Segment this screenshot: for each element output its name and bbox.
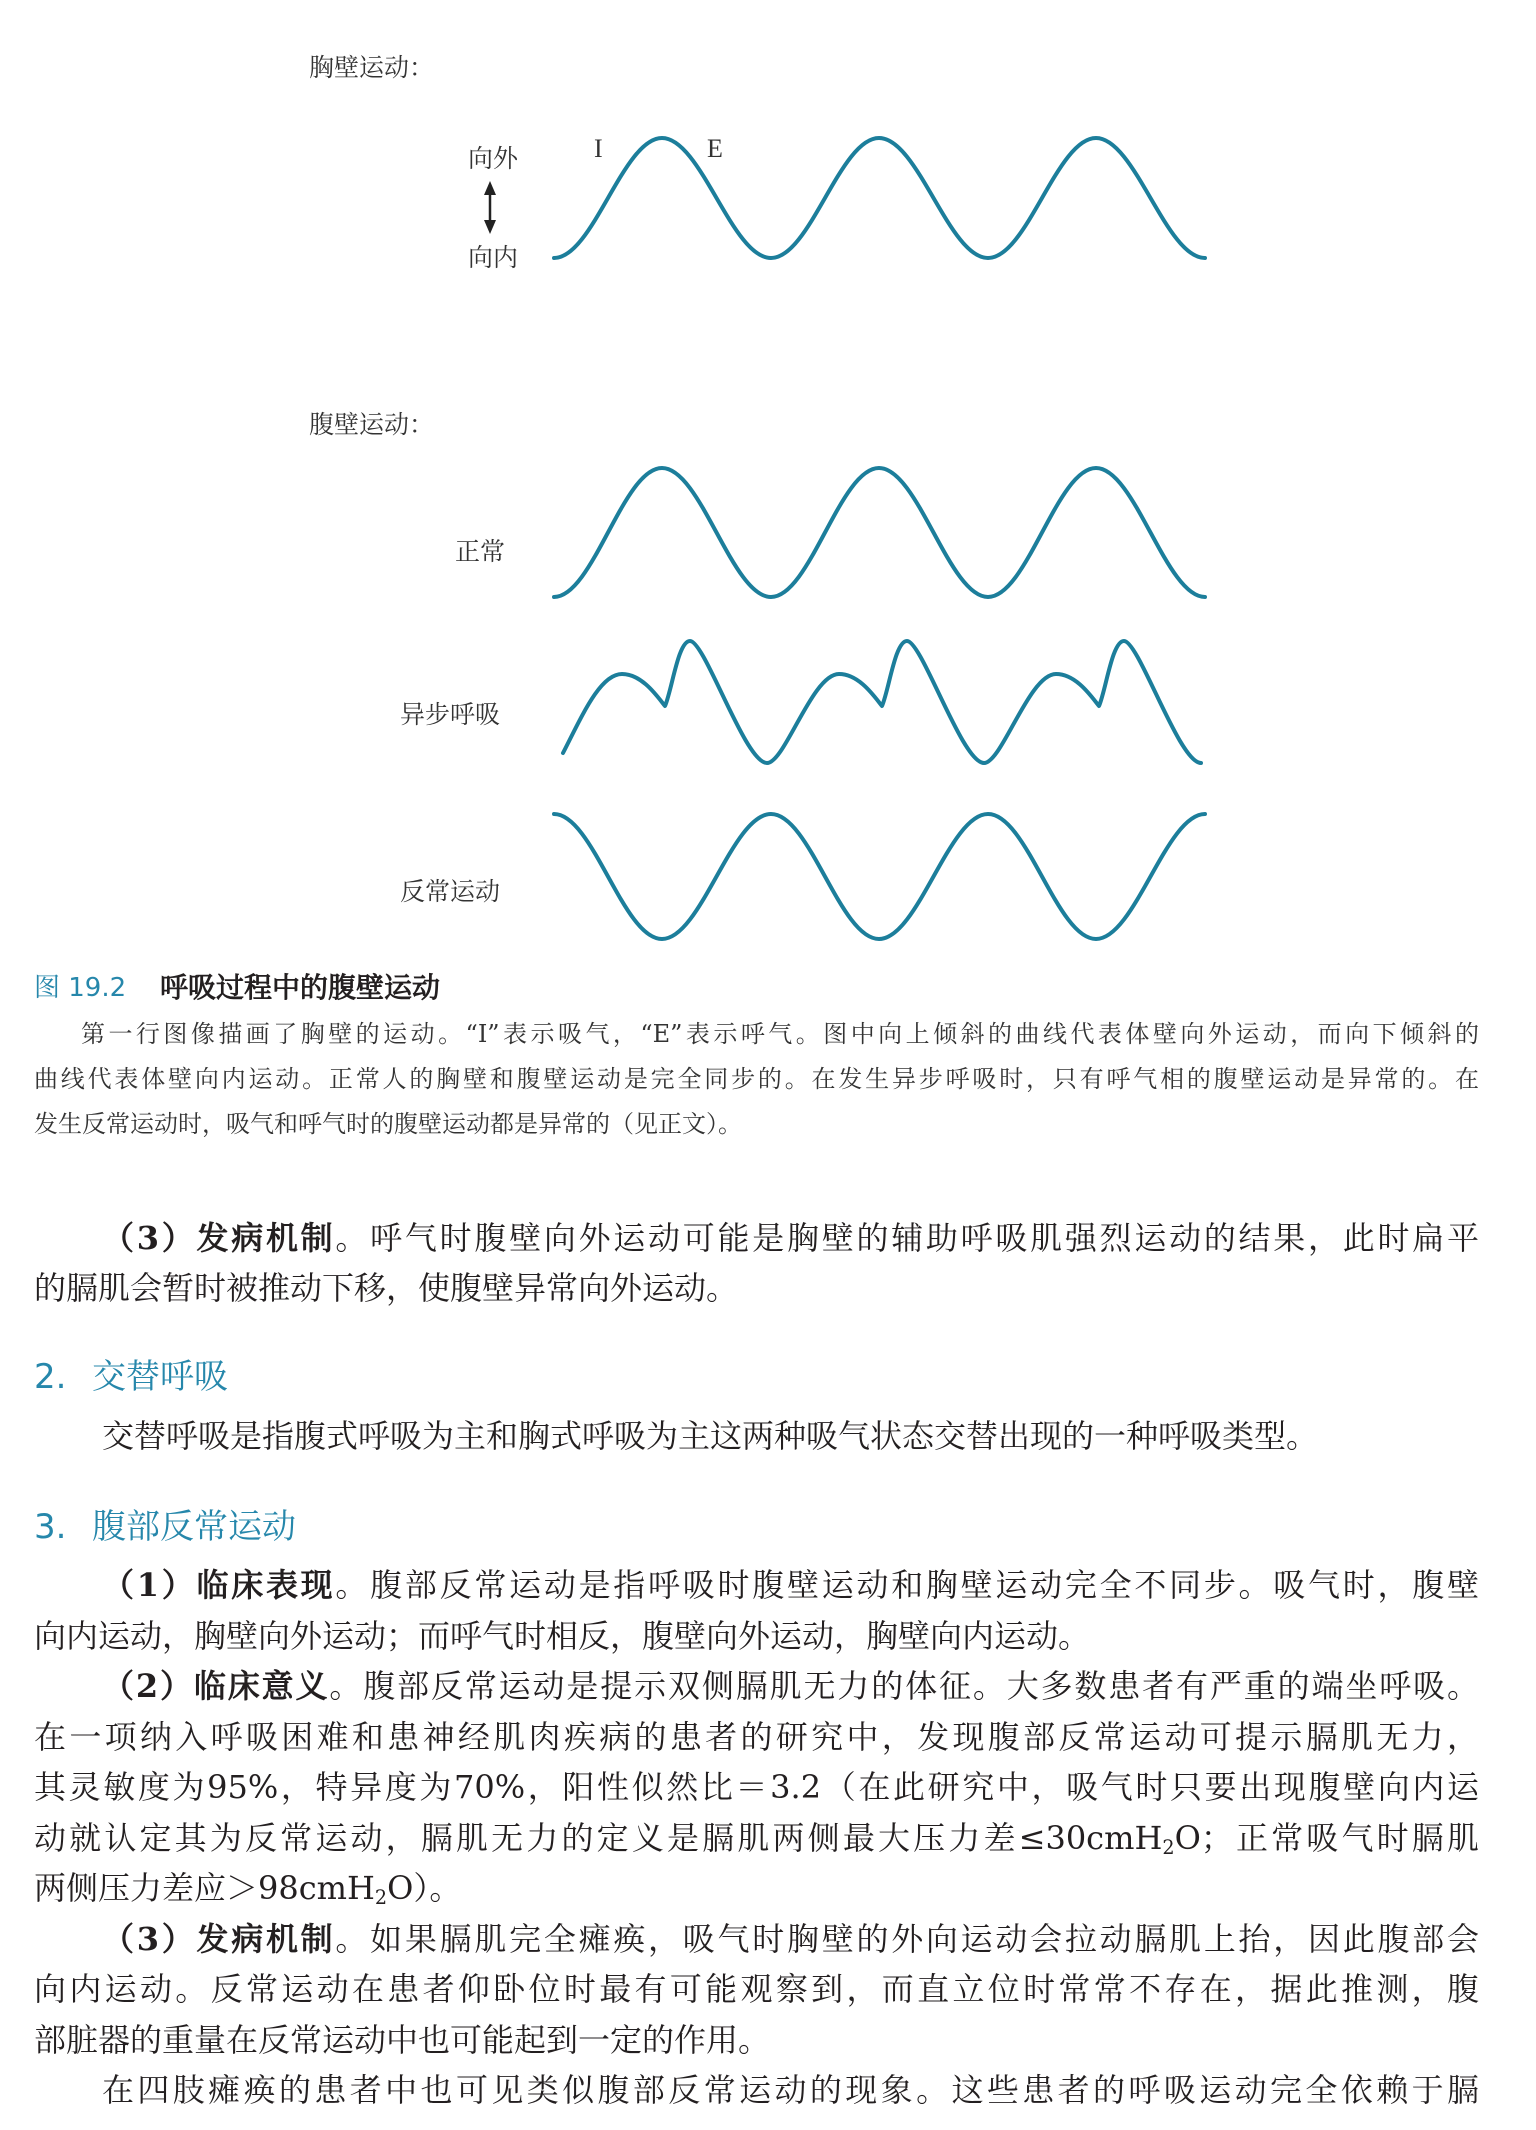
text-segment: O；正常吸气时膈肌 bbox=[1174, 1818, 1479, 1857]
text-line bbox=[34, 1661, 1479, 1712]
text-line: 的膈肌会暂时被推动下移，使腹壁异常向外运动。 bbox=[34, 1269, 739, 1307]
subheading-lead: （3）发病机制 bbox=[102, 1219, 336, 1257]
text-line bbox=[34, 1863, 1479, 1914]
text-segment: 。腹部反常运动是指呼吸时腹壁运动和胸壁运动完全不同步。吸气时，腹壁 bbox=[335, 1566, 1479, 1604]
asynchronous-trace-label: 异步呼吸 bbox=[400, 700, 501, 729]
subheading-lead: （2）临床意义 bbox=[102, 1667, 330, 1705]
text-line: 交替呼吸是指腹式呼吸为主和胸式呼吸为主这两种吸气状态交替出现的一种呼吸类型。 bbox=[102, 1417, 1319, 1455]
text-line bbox=[34, 1560, 1479, 1611]
text-line bbox=[34, 1813, 1479, 1864]
text-line bbox=[34, 1914, 1479, 1965]
subscript: 2 bbox=[1162, 1835, 1175, 1859]
abdominal-wall-label: 腹壁运动： bbox=[309, 410, 435, 439]
section-abdominal-paradox-text bbox=[34, 1560, 1479, 2116]
text-line bbox=[34, 1213, 1479, 1263]
text-line: 第一行图像描画了胸壁的运动。“I”表示吸气，“E”表示呼气。图中向上倾斜的曲线代表体壁向外运动，而向下倾斜的 bbox=[81, 1020, 1479, 1048]
abdomen-paradoxical-trace bbox=[554, 814, 1205, 939]
text-segment: 两侧压力差应＞98cmH bbox=[34, 1869, 375, 1907]
section-title: 腹部反常运动 bbox=[92, 1507, 296, 1547]
outward-label: 向外 bbox=[468, 144, 519, 173]
paragraph-pathogenesis-breathing bbox=[34, 1213, 1479, 1313]
text-segment: 。如果膈肌完全瘫痪，吸气时胸壁的外向运动会拉动膈肌上抬，因此腹部会 bbox=[335, 1919, 1479, 1958]
section-number: 2. bbox=[34, 1357, 67, 1397]
figure-caption-heading bbox=[34, 971, 1479, 1005]
text-segment: O）。 bbox=[387, 1869, 462, 1907]
text-line: 在一项纳入呼吸困难和患神经肌肉疾病的患者的研究中，发现腹部反常运动可提示膈肌无力， bbox=[34, 1717, 1479, 1756]
text-line: 部脏器的重量在反常运动中也可能起到一定的作用。 bbox=[34, 2020, 771, 2059]
chest-wall-trace bbox=[554, 138, 1205, 258]
paradoxical-trace-label: 反常运动 bbox=[400, 877, 501, 906]
up-down-arrow-icon bbox=[484, 181, 496, 234]
subscript: 2 bbox=[374, 1885, 388, 1909]
text-line: 向内运动。反常运动在患者仰卧位时最有可能观察到，而直立位时常常不存在，据此推测，腹 bbox=[34, 1970, 1479, 2008]
expiration-marker: E bbox=[707, 134, 723, 163]
figure-title: 呼吸过程中的腹壁运动 bbox=[160, 971, 441, 1004]
figure-abdominal-wall-motion bbox=[0, 0, 1536, 960]
abdomen-asynchronous-trace bbox=[563, 641, 1201, 763]
text-line: 在四肢瘫痪的患者中也可见类似腹部反常运动的现象。这些患者的呼吸运动完全依赖于膈 bbox=[102, 2071, 1479, 2109]
text-line: 其灵敏度为95%，特异度为70%，阳性似然比＝3.2（在此研究中，吸气时只要出现腹壁向内运 bbox=[34, 1768, 1479, 1806]
text-line: 向内运动，胸壁向外运动；而呼气时相反，腹壁向外运动，胸壁向内运动。 bbox=[34, 1616, 1091, 1655]
normal-trace-label: 正常 bbox=[455, 537, 506, 566]
subheading-lead: （1）临床表现 bbox=[102, 1566, 336, 1604]
section-heading-alternating-breathing bbox=[34, 1352, 734, 1402]
inspiration-marker: I bbox=[594, 134, 603, 163]
text-segment: 。腹部反常运动是提示双侧膈肌无力的体征。大多数患者有严重的端坐呼吸。 bbox=[329, 1667, 1479, 1705]
section-title: 交替呼吸 bbox=[92, 1357, 228, 1397]
text-line: 发生反常运动时，吸气和呼气时的腹壁运动都是异常的（见正文）。 bbox=[34, 1110, 742, 1138]
figure-caption-text bbox=[34, 1012, 1479, 1147]
chest-wall-label: 胸壁运动： bbox=[309, 53, 435, 82]
section-number: 3. bbox=[34, 1507, 67, 1547]
respiration-traces-diagram bbox=[0, 0, 1536, 960]
text-line: 曲线代表体壁向内运动。正常人的胸壁和腹壁运动是完全同步的。在发生异步呼吸时，只有呼气相的腹壁运动是异常的。在 bbox=[34, 1065, 1479, 1093]
paragraph-alternating-breathing bbox=[34, 1411, 1479, 1461]
inward-label: 向内 bbox=[468, 243, 519, 272]
text-segment: 动就认定其为反常运动，膈肌无力的定义是膈肌两侧最大压力差≤30cmH bbox=[34, 1818, 1163, 1857]
figure-number: 图 19.2 bbox=[34, 973, 127, 1003]
section-heading-abdominal-paradox bbox=[34, 1502, 734, 1552]
subheading-lead: （3）发病机制 bbox=[102, 1919, 336, 1958]
text-segment: 。呼气时腹壁向外运动可能是胸壁的辅助呼吸肌强烈运动的结果，此时扁平 bbox=[335, 1219, 1479, 1257]
abdomen-normal-trace bbox=[554, 468, 1205, 597]
